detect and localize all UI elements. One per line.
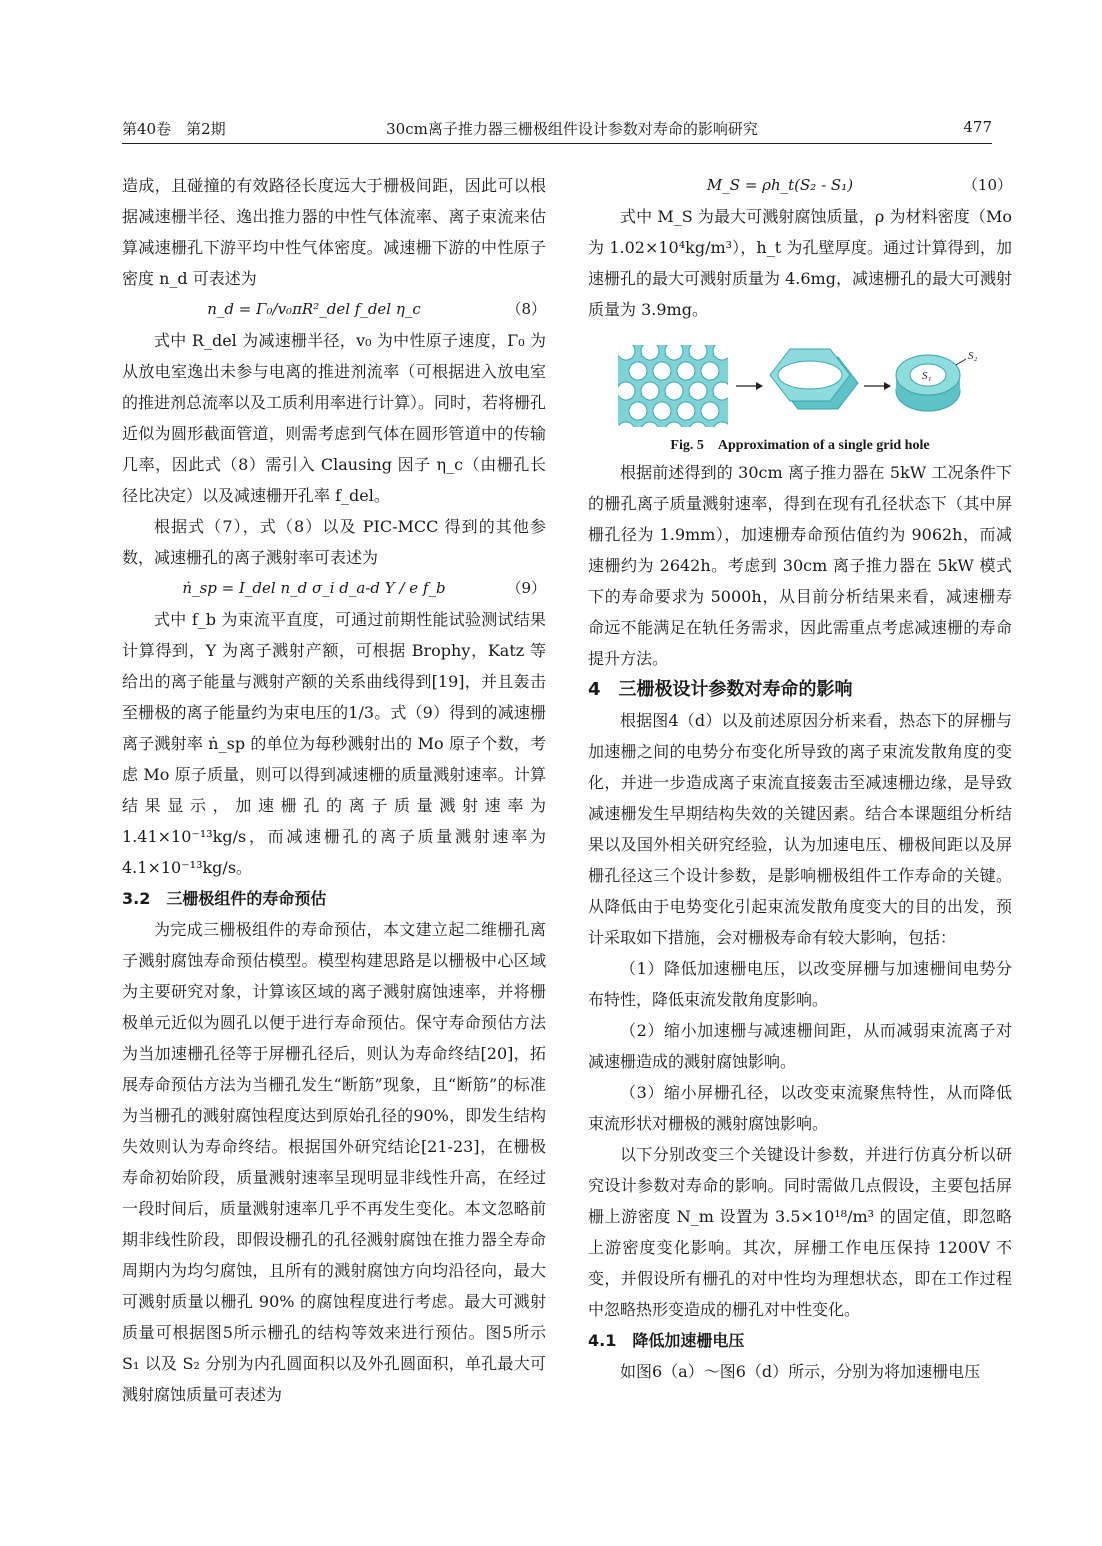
running-title: 30cm离子推力器三栅极组件设计参数对寿命的影响研究 [386,120,758,138]
section-heading-4: 4 三栅极设计参数对寿命的影响 [588,679,853,700]
paragraph: 根据式（7），式（8）以及 PIC-MCC 得到的其他参数，减速栅孔的离子溅射率可表述为 [122,517,546,567]
measure-1: （1）降低加速栅电压，以改变屏栅与加速栅间电势分布特性，降低束流发散角度影响。 [588,959,1012,1009]
s2-label: S₂ [968,350,978,362]
measure-2: （2）缩小加速栅与减速栅间距，从而减弱束流离子对减速栅造成的溅射腐蚀影响。 [588,1021,1012,1071]
paragraph: 如图6（a）～图6（d）所示，分别为将加速栅电压 [620,1362,981,1381]
equation-number: （8） [506,300,546,318]
paragraph: 为完成三栅极组件的寿命预估，本文建立起二维栅孔离子溅射腐蚀寿命预估模型。模型构建思路是以栅极中心区域为主要研究对象，计算该区域的离子溅射腐蚀速率，并将栅极单元近似为圆孔以便于进行寿命预估。保守寿命预估方法为当加速栅孔径等于屏栅孔径后，则认为寿命终结[20]，拓展寿命预估方法为当栅孔发生“断筋”现象，且“断筋”的标准为当栅孔的溅射腐蚀程度达到原始孔径的90%，即发生结构失效则认为寿命终结。根据国外研究结论[21-23]，在栅极寿命初始阶段，质量溅射速率呈现明显非线性升高，在经过一段时间后，质量溅射速率几乎不再发生变化。本文忽略前期非线性阶段，即假设栅孔的孔径溅射腐蚀在推力器全寿命周期内为均匀腐蚀，且所有的溅射腐蚀方向均沿径向，最大可溅射质量以栅孔 90% 的腐蚀程度进行考虑。最大可溅射质量可根据图5所示栅孔的结构等效来进行预估。图5所示 S₁ 以及 S₂ 分别为内孔圆面积以及外孔圆面积，单孔最大可溅射腐蚀质量可表述为 [122,920,546,1404]
paragraph: 根据前述得到的 30cm 离子推力器在 5kW 工况条件下的栅孔离子质量溅射速率，得到在现有孔径状态下（其中屏栅孔径为 1.9mm），加速栅寿命预估值约为 9062h，而减速栅约为 2642h。考虑到 30cm 离子推力器在 5kW 模式下的寿命要求为 5000h，从目前分析结果来看，减速栅寿命远不能满足在轨任务需求，因此需重点考虑减速栅的寿命提升方法。 [588,463,1012,668]
s1-label: S₁ [922,370,932,382]
left-column [122,170,546,1410]
right-column [588,170,1012,1387]
equation-9 [122,573,546,604]
paragraph: 式中 M_S 为最大可溅射腐蚀质量，ρ 为材料密度（Mo 为 1.02×10⁴kg/m³），h_t 为孔壁厚度。通过计算得到，加速栅孔的最大可溅射质量为 4.6mg，减速栅孔的最大可溅射质量为 3.9mg。 [588,207,1012,319]
equation-formula: M_S = ρh_t(S₂ - S₁) [706,176,854,194]
running-header [122,118,992,140]
measure-3: （3）缩小屏栅孔径，以改变束流聚焦特性，从而降低束流形状对栅极的溅射腐蚀影响。 [588,1083,1012,1133]
section-heading-4-1: 4.1 降低加速栅电压 [588,1331,745,1350]
arrow-1 [736,382,763,390]
perforated-grid [617,342,731,435]
paragraph: 造成，且碰撞的有效路径长度远大于栅极间距，因此可以根据减速栅半径、逸出推力器的中性气体流率、离子束流来估算减速栅孔下游平均中性气体密度。减速栅下游的中性原子密度 n_d 可表述为 [122,176,546,288]
equation-10 [588,170,1012,201]
page-number: 477 [963,118,992,136]
hexagon-cell [770,349,858,409]
paragraph: 式中 f_b 为束流平直度，可通过前期性能试验测试结果计算得到，Y 为离子溅射产额，可根据 Brophy，Katz 等给出的离子能量与溅射产额的关系曲线得到[19]，并且轰击至栅极的离子能量约为束电压的1/3。式（9）得到的减速栅离子溅射率 ṅ_sp 的单位为每秒溅射出的 Mo 原子个数，考虑 Mo 原子质量，则可以得到减速栅的质量溅射速率。计算结果显示，加速栅孔的离子质量溅射速率为 1.41×10⁻¹³kg/s，而减速栅孔的离子质量溅射速率为 4.1×10⁻¹³kg/s。 [122,610,546,877]
header-rule [122,143,992,144]
equation-formula: n_d = Γ₀/v₀πR²_del f_del η_c [207,300,421,318]
equation-number: （9） [506,579,546,597]
equation-8 [122,294,546,325]
figure-5 [588,335,1012,435]
paragraph: 式中 R_del 为减速栅半径，v₀ 为中性原子速度，Γ₀ 为从放电室逸出未参与电离的推进剂流率（可根据进入放电室的推进剂总流率以及工质利用率进行计算）。同时，若将栅孔近似为圆形截面管道，则需考虑到气体在圆形管道中的传输几率，因此式（8）需引入 Clausing 因子 η_c（由栅孔长径比决定）以及减速栅开孔率 f_del。 [122,331,547,505]
equation-number: （10） [962,176,1012,194]
section-heading-3-2: 3.2 三栅极组件的寿命预估 [122,889,327,908]
paragraph: 以下分别改变三个关键设计参数，并进行仿真分析以研究设计参数对寿命的影响。同时需做几点假设，主要包括屏栅上游密度 N_m 设置为 3.5×10¹⁸/m³ 的固定值，即忽略上游密度变化影响。其次，屏栅工作电压保持 1200V 不变，并假设所有栅孔的对中性均为理想状态，即在工作过程中忽略热形变造成的栅孔对中性变化。 [588,1145,1012,1319]
ring-cell [896,350,978,411]
arrow-2 [864,382,891,390]
equation-formula: ṅ_sp = I_del n_d σ_i d_a-d Y / e f_b [182,579,446,597]
volume-issue: 第40卷 第2期 [122,120,226,138]
grid-hole-diagram [588,335,1012,435]
paragraph: 根据图4（d）以及前述原因分析来看，热态下的屏栅与加速栅之间的电势分布变化所导致的离子束流发散角度的变化，并进一步造成离子束流直接轰击至减速栅边缘，是导致减速栅发生早期结构失效的关键因素。结合本课题组分析结果以及国外相关研究经验，认为加速电压、栅极间距以及屏栅孔径这三个设计参数，是影响栅极组件工作寿命的关键。从降低由于电势变化引起束流发散角度变大的目的出发，预计采取如下措施，会对栅极寿命有较大影响，包括： [588,711,1012,947]
figure-caption: Fig. 5 Approximation of a single grid hole [670,438,930,453]
